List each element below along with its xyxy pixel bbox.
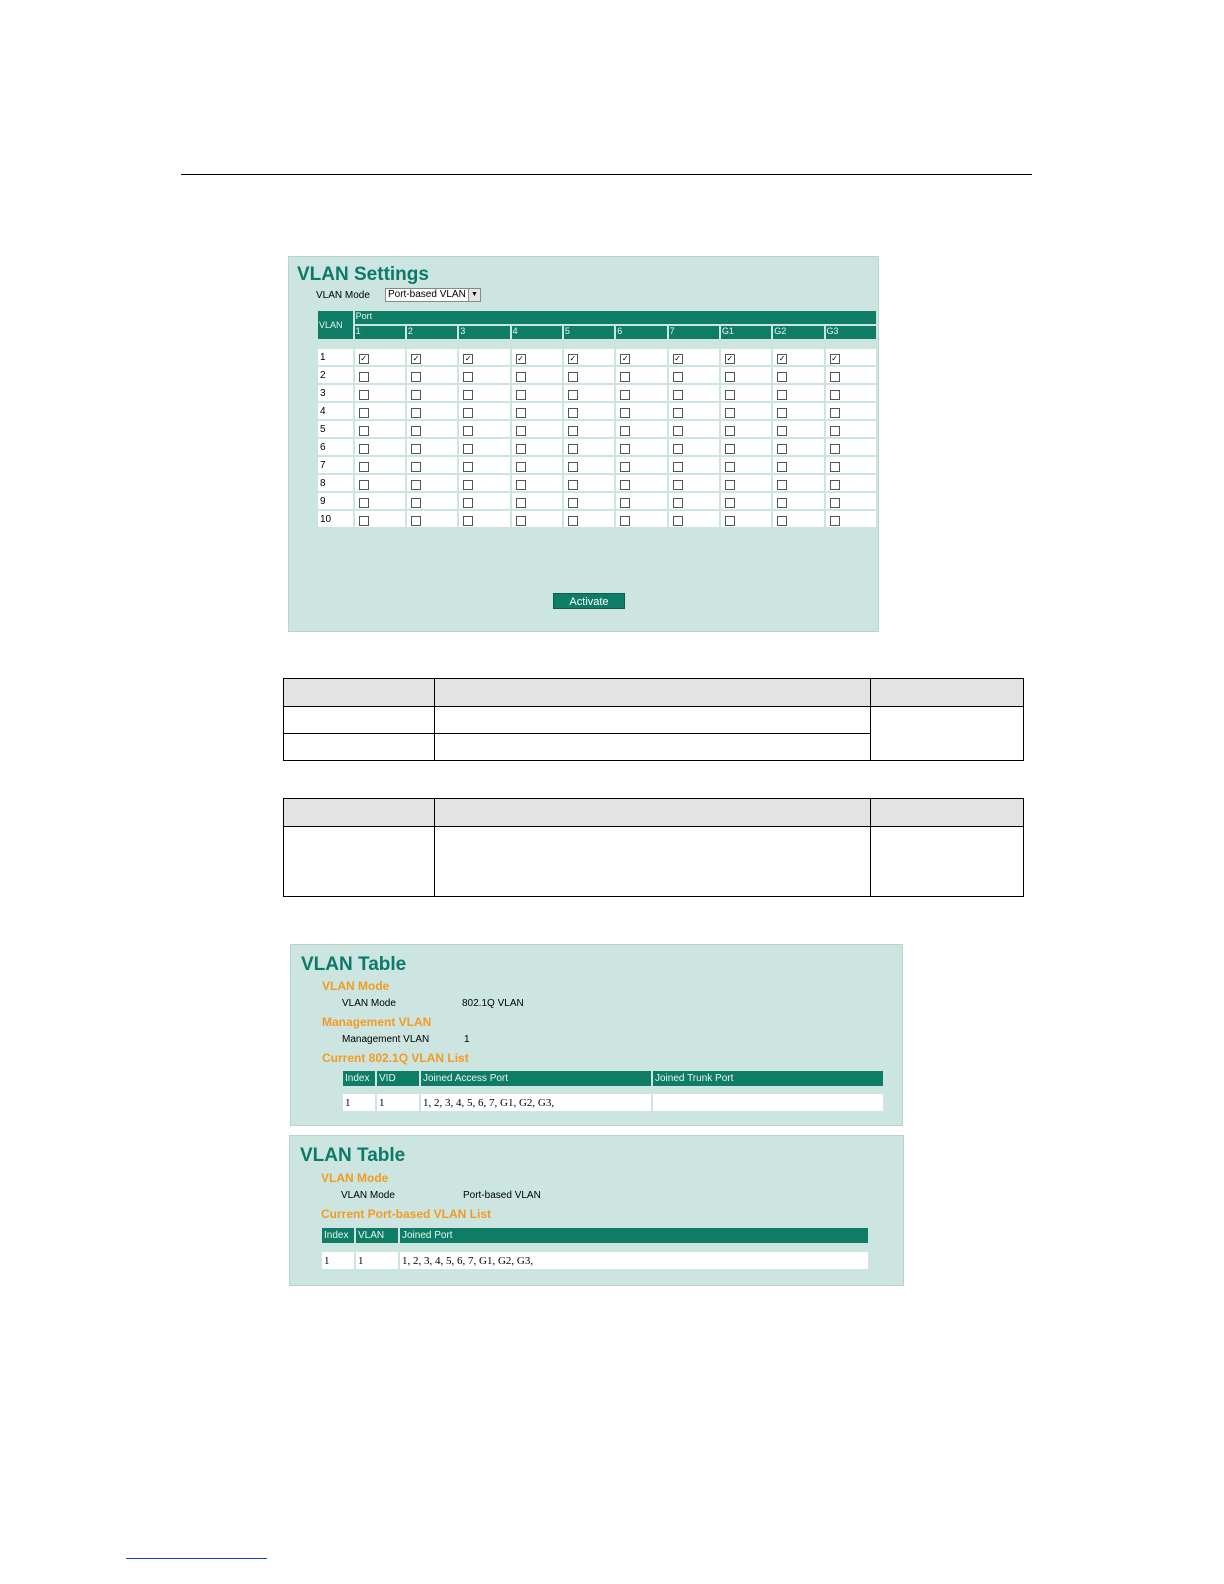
vlan-row xyxy=(318,457,876,473)
port-checkbox[interactable] xyxy=(673,390,683,400)
port-checkbox[interactable] xyxy=(673,462,683,472)
port-checkbox[interactable] xyxy=(411,462,421,472)
vlan-mode-value: 802.1Q VLAN xyxy=(462,998,524,1009)
vlan-port-cell xyxy=(512,475,562,491)
vlan-port-cell xyxy=(512,493,562,509)
port-checkbox[interactable] xyxy=(568,426,578,436)
vlan-port-cell xyxy=(721,385,771,401)
port-checkbox[interactable] xyxy=(777,390,787,400)
vlan-port-cell xyxy=(512,439,562,455)
port-header-3: 3 xyxy=(459,326,509,339)
vlan-port-cell xyxy=(773,421,823,437)
port-checkbox[interactable] xyxy=(673,480,683,490)
table-header-cell xyxy=(870,799,1023,827)
port-checkbox[interactable] xyxy=(830,498,840,508)
vlan-port-cell xyxy=(616,493,666,509)
port-checkbox[interactable] xyxy=(673,444,683,454)
port-checkbox[interactable]: ✓ xyxy=(569,353,577,363)
port-checkbox[interactable] xyxy=(725,480,735,490)
vlan-port-cell xyxy=(459,493,509,509)
port-checkbox[interactable] xyxy=(725,372,735,382)
vlan-port-cell xyxy=(669,511,719,527)
port-checkbox[interactable] xyxy=(359,480,369,490)
vlan-port-cell xyxy=(773,349,823,365)
port-checkbox[interactable] xyxy=(568,390,578,400)
vlan-port-cell xyxy=(459,475,509,491)
vlan-port-cell xyxy=(616,421,666,437)
vlan-port-cell xyxy=(616,403,666,419)
port-checkbox[interactable] xyxy=(516,516,526,526)
port-checkbox[interactable] xyxy=(463,372,473,382)
port-header-g1: G1 xyxy=(721,326,771,339)
management-vlan-label: Management VLAN xyxy=(342,1034,430,1045)
port-checkbox[interactable] xyxy=(725,516,735,526)
table-header-cell xyxy=(870,679,1023,707)
port-checkbox[interactable] xyxy=(620,426,630,436)
vlan-id-cell: 5 xyxy=(318,421,353,437)
port-checkbox[interactable] xyxy=(359,498,369,508)
vlan-port-cell xyxy=(459,439,509,455)
vlan-port-cell xyxy=(669,385,719,401)
vlan-port-cell xyxy=(616,475,666,491)
port-checkbox[interactable] xyxy=(830,390,840,400)
vlan-8021q-list-table xyxy=(341,1069,885,1113)
port-checkbox[interactable] xyxy=(463,516,473,526)
vlan-port-cell xyxy=(407,349,457,365)
port-checkbox[interactable] xyxy=(673,498,683,508)
table-header-cell xyxy=(435,799,871,827)
port-checkbox[interactable] xyxy=(568,462,578,472)
port-header-1: 1 xyxy=(355,326,405,339)
vlan-port-cell xyxy=(564,511,614,527)
port-checkbox[interactable] xyxy=(516,408,526,418)
port-checkbox[interactable] xyxy=(725,444,735,454)
port-checkbox[interactable] xyxy=(777,498,787,508)
port-checkbox[interactable] xyxy=(777,480,787,490)
chevron-down-icon[interactable]: ▼ xyxy=(468,289,480,301)
vlan-port-cell xyxy=(355,511,405,527)
vlan-row xyxy=(318,403,876,419)
port-checkbox[interactable] xyxy=(620,390,630,400)
table-row xyxy=(322,1252,868,1269)
vlan-port-cell xyxy=(459,349,509,365)
vlan-port-cell xyxy=(512,367,562,383)
port-checkbox[interactable] xyxy=(620,372,630,382)
vlan-port-cell xyxy=(721,439,771,455)
vlan-port-cell xyxy=(459,385,509,401)
cell-vid: 1 xyxy=(377,1094,419,1111)
port-checkbox[interactable] xyxy=(725,462,735,472)
port-checkbox[interactable] xyxy=(463,498,473,508)
vlan-port-cell xyxy=(721,367,771,383)
vlan-port-cell xyxy=(407,511,457,527)
column-header-joined-trunk-port: Joined Trunk Port xyxy=(653,1071,883,1086)
port-checkbox[interactable] xyxy=(359,372,369,382)
vlan-port-cell xyxy=(564,367,614,383)
port-checkbox[interactable] xyxy=(568,516,578,526)
vlan-row xyxy=(318,349,876,365)
table-cell xyxy=(284,734,435,761)
port-checkbox[interactable] xyxy=(725,426,735,436)
table-cell xyxy=(435,707,871,734)
port-checkbox[interactable] xyxy=(673,372,683,382)
vlan-port-cell xyxy=(407,439,457,455)
port-checkbox[interactable] xyxy=(620,444,630,454)
vlan-port-cell xyxy=(355,367,405,383)
header-rule xyxy=(181,174,1032,175)
table-cell xyxy=(870,707,1023,761)
table-cell xyxy=(284,827,435,897)
port-checkbox[interactable] xyxy=(830,426,840,436)
port-checkbox[interactable] xyxy=(516,444,526,454)
vlan-port-cell xyxy=(512,385,562,401)
port-checkbox[interactable] xyxy=(411,372,421,382)
table-cell xyxy=(435,734,871,761)
vlan-port-cell xyxy=(669,439,719,455)
port-checkbox[interactable]: ✓ xyxy=(726,353,734,363)
vlan-id-cell: 3 xyxy=(318,385,353,401)
table-row xyxy=(343,1094,883,1111)
cell-joined-access-port: 1, 2, 3, 4, 5, 6, 7, G1, G2, G3, xyxy=(421,1094,651,1111)
port-checkbox[interactable]: ✓ xyxy=(412,353,420,363)
port-checkbox[interactable] xyxy=(463,390,473,400)
vlan-port-cell xyxy=(669,367,719,383)
port-checkbox[interactable]: ✓ xyxy=(674,353,681,363)
port-header-5: 5 xyxy=(564,326,614,339)
port-checkbox[interactable] xyxy=(620,480,630,490)
vlan-port-cell xyxy=(721,349,771,365)
cell-joined-port: 1, 2, 3, 4, 5, 6, 7, G1, G2, G3, xyxy=(400,1252,868,1269)
vlan-table-port-based-panel xyxy=(289,1135,904,1286)
vlan-table-title: VLAN Table xyxy=(301,954,407,975)
port-checkbox[interactable] xyxy=(777,444,787,454)
vlan-row xyxy=(318,511,876,527)
port-checkbox[interactable] xyxy=(777,516,787,526)
vlan-port-cell xyxy=(512,349,562,365)
vlan-port-cell xyxy=(773,457,823,473)
vlan-port-cell xyxy=(773,511,823,527)
vlan-port-cell xyxy=(826,349,876,365)
vlan-port-cell xyxy=(773,385,823,401)
vlan-port-cell xyxy=(355,493,405,509)
vlan-row xyxy=(318,421,876,437)
port-checkbox[interactable] xyxy=(411,408,421,418)
vlan-port-cell xyxy=(512,511,562,527)
port-header-6: 6 xyxy=(616,326,666,339)
vlan-port-cell xyxy=(355,421,405,437)
port-checkbox[interactable] xyxy=(359,390,369,400)
vlan-port-cell xyxy=(669,493,719,509)
vlan-port-cell xyxy=(355,349,405,365)
activate-button[interactable]: Activate xyxy=(553,593,625,609)
vlan-port-cell xyxy=(512,421,562,437)
vlan-port-cell xyxy=(826,403,876,419)
vlan-port-cell xyxy=(564,403,614,419)
cell-joined-trunk-port xyxy=(653,1094,883,1111)
vlan-port-cell xyxy=(407,385,457,401)
port-checkbox[interactable] xyxy=(673,426,683,436)
port-checkbox[interactable] xyxy=(568,498,578,508)
table-cell xyxy=(284,707,435,734)
port-checkbox[interactable] xyxy=(777,372,787,382)
port-checkbox[interactable]: ✓ xyxy=(621,353,629,363)
vlan-id-cell: 6 xyxy=(318,439,353,455)
port-checkbox[interactable] xyxy=(620,516,630,526)
vlan-port-cell xyxy=(564,349,614,365)
port-checkbox[interactable] xyxy=(620,408,630,418)
vlan-port-cell xyxy=(773,475,823,491)
port-checkbox[interactable] xyxy=(411,444,421,454)
port-checkbox[interactable] xyxy=(620,462,630,472)
vlan-port-cell xyxy=(564,421,614,437)
vlan-port-cell xyxy=(407,493,457,509)
table-header-cell xyxy=(284,679,435,707)
port-checkbox[interactable] xyxy=(411,498,421,508)
section-current-port-based-list: Current Port-based VLAN List xyxy=(321,1207,492,1221)
port-checkbox[interactable] xyxy=(830,444,840,454)
port-checkbox[interactable] xyxy=(725,408,735,418)
vlan-port-cell xyxy=(459,403,509,419)
port-header-4: 4 xyxy=(512,326,562,339)
vlan-port-cell xyxy=(721,457,771,473)
vlan-table-8021q-panel xyxy=(290,944,903,1126)
port-checkbox[interactable] xyxy=(777,462,787,472)
vlan-port-cell xyxy=(721,493,771,509)
port-description-table xyxy=(283,798,1024,897)
vlan-port-cell xyxy=(826,439,876,455)
port-checkbox[interactable] xyxy=(359,408,369,418)
vlan-mode-select[interactable] xyxy=(385,288,481,302)
port-checkbox[interactable] xyxy=(359,462,369,472)
vlan-port-cell xyxy=(826,511,876,527)
vlan-port-cell xyxy=(669,475,719,491)
section-vlan-mode: VLAN Mode xyxy=(321,1171,389,1185)
port-checkbox[interactable] xyxy=(830,480,840,490)
vlan-port-cell xyxy=(773,493,823,509)
vlan-table-title: VLAN Table xyxy=(300,1145,406,1166)
vlan-port-cell xyxy=(355,475,405,491)
vlan-port-cell xyxy=(355,403,405,419)
vlan-row xyxy=(318,493,876,509)
section-current-8021q-list: Current 802.1Q VLAN List xyxy=(322,1051,469,1065)
vlan-port-cell xyxy=(355,385,405,401)
port-checkbox[interactable] xyxy=(359,444,369,454)
port-checkbox[interactable] xyxy=(568,480,578,490)
footer-link-underline[interactable] xyxy=(126,1558,267,1559)
vlan-id-cell: 4 xyxy=(318,403,353,419)
column-header-vid: VID xyxy=(377,1071,419,1086)
port-checkbox[interactable] xyxy=(463,480,473,490)
vlan-mode-label: VLAN Mode xyxy=(342,998,396,1009)
vlan-port-cell xyxy=(773,367,823,383)
port-checkbox[interactable] xyxy=(516,480,526,490)
vlan-port-cell xyxy=(773,439,823,455)
vlan-port-cell xyxy=(616,439,666,455)
port-checkbox[interactable] xyxy=(725,498,735,508)
port-checkbox[interactable] xyxy=(620,498,630,508)
cell-index: 1 xyxy=(343,1094,375,1111)
port-checkbox[interactable] xyxy=(830,372,840,382)
port-header-7: 7 xyxy=(669,326,719,339)
vlan-port-cell xyxy=(616,385,666,401)
port-checkbox[interactable] xyxy=(568,408,578,418)
vlan-id-cell: 9 xyxy=(318,493,353,509)
port-checkbox[interactable] xyxy=(516,426,526,436)
vlan-port-cell xyxy=(669,403,719,419)
vlan-row xyxy=(318,385,876,401)
vlan-settings-title: VLAN Settings xyxy=(297,264,429,285)
vlan-port-cell xyxy=(564,439,614,455)
vlan-column-header: VLAN xyxy=(318,311,353,339)
port-checkbox[interactable] xyxy=(516,372,526,382)
table-header-cell xyxy=(435,679,871,707)
vlan-id-cell: 8 xyxy=(318,475,353,491)
port-header-g3: G3 xyxy=(826,326,876,339)
vlan-port-cell xyxy=(826,421,876,437)
vlan-port-cell xyxy=(721,475,771,491)
port-checkbox[interactable] xyxy=(777,426,787,436)
vlan-port-cell xyxy=(407,367,457,383)
vlan-port-cell xyxy=(616,349,666,365)
vlan-port-cell xyxy=(721,403,771,419)
vlan-row xyxy=(318,475,876,491)
column-header-joined-port: Joined Port xyxy=(400,1228,868,1243)
vlan-port-cell xyxy=(512,403,562,419)
port-checkbox[interactable] xyxy=(516,498,526,508)
port-column-header: Port xyxy=(355,311,876,324)
port-checkbox[interactable] xyxy=(463,462,473,472)
vlan-port-cell xyxy=(407,421,457,437)
port-checkbox[interactable]: ✓ xyxy=(778,353,786,363)
vlan-port-cell xyxy=(564,457,614,473)
vlan-port-grid xyxy=(316,309,878,529)
vlan-id-cell: 1 xyxy=(318,349,353,365)
port-checkbox[interactable] xyxy=(411,480,421,490)
cell-vlan: 1 xyxy=(356,1252,398,1269)
vlan-row xyxy=(318,367,876,383)
vlan-mode-label: VLAN Mode xyxy=(341,1190,395,1201)
port-checkbox[interactable] xyxy=(411,516,421,526)
port-checkbox[interactable]: ✓ xyxy=(517,353,524,363)
cell-index: 1 xyxy=(322,1252,354,1269)
vlan-id-cell: 7 xyxy=(318,457,353,473)
port-checkbox[interactable] xyxy=(777,408,787,418)
port-checkbox[interactable] xyxy=(673,516,683,526)
vlan-port-cell xyxy=(564,475,614,491)
port-checkbox[interactable] xyxy=(830,408,840,418)
vlan-port-cell xyxy=(355,457,405,473)
vlan-port-cell xyxy=(669,349,719,365)
port-checkbox[interactable] xyxy=(568,372,578,382)
port-checkbox[interactable] xyxy=(411,390,421,400)
port-checkbox[interactable] xyxy=(725,390,735,400)
vlan-port-cell xyxy=(826,385,876,401)
port-checkbox[interactable] xyxy=(568,444,578,454)
section-management-vlan: Management VLAN xyxy=(322,1015,432,1029)
column-header-index: Index xyxy=(343,1071,375,1086)
vlan-port-cell xyxy=(773,403,823,419)
port-checkbox[interactable] xyxy=(516,390,526,400)
vlan-port-cell xyxy=(721,511,771,527)
vlan-port-cell xyxy=(669,457,719,473)
vlan-port-cell xyxy=(459,367,509,383)
vlan-mode-label: VLAN Mode xyxy=(316,290,370,301)
port-checkbox[interactable]: ✓ xyxy=(360,353,367,363)
vlan-port-cell xyxy=(826,475,876,491)
port-checkbox[interactable] xyxy=(359,426,369,436)
management-vlan-value: 1 xyxy=(464,1034,470,1045)
table-cell xyxy=(435,827,871,897)
vlan-settings-panel xyxy=(288,256,879,632)
port-checkbox[interactable] xyxy=(411,426,421,436)
vlan-mode-select-value: Port-based VLAN xyxy=(388,289,466,300)
vlan-port-cell xyxy=(826,457,876,473)
vlan-port-cell xyxy=(407,457,457,473)
port-header-2: 2 xyxy=(407,326,457,339)
vlan-mode-value: Port-based VLAN xyxy=(463,1190,541,1201)
vlan-port-cell xyxy=(512,457,562,473)
vlan-port-cell xyxy=(616,511,666,527)
vlan-port-cell xyxy=(407,475,457,491)
vlan-port-cell xyxy=(459,511,509,527)
vlan-port-cell xyxy=(459,457,509,473)
column-header-index: Index xyxy=(322,1228,354,1243)
vlan-port-cell xyxy=(564,385,614,401)
vlan-id-cell: 2 xyxy=(318,367,353,383)
vlan-port-cell xyxy=(826,367,876,383)
vlan-id-cell: 10 xyxy=(318,511,353,527)
vlan-port-cell xyxy=(459,421,509,437)
vlan-port-cell xyxy=(616,367,666,383)
port-checkbox[interactable] xyxy=(673,408,683,418)
table-cell xyxy=(870,827,1023,897)
vlan-port-cell xyxy=(407,403,457,419)
vlan-port-cell xyxy=(564,493,614,509)
vlan-port-cell xyxy=(669,421,719,437)
vlan-port-cell xyxy=(616,457,666,473)
port-checkbox[interactable] xyxy=(463,408,473,418)
vlan-row xyxy=(318,439,876,455)
port-checkbox[interactable] xyxy=(830,516,840,526)
port-checkbox[interactable] xyxy=(516,462,526,472)
port-checkbox[interactable] xyxy=(830,462,840,472)
mode-description-table xyxy=(283,678,1024,761)
vlan-port-cell xyxy=(826,493,876,509)
port-checkbox[interactable] xyxy=(463,444,473,454)
section-vlan-mode: VLAN Mode xyxy=(322,979,390,993)
port-checkbox[interactable] xyxy=(359,516,369,526)
port-checkbox[interactable]: ✓ xyxy=(831,353,838,363)
port-checkbox[interactable]: ✓ xyxy=(464,353,472,363)
column-header-joined-access-port: Joined Access Port xyxy=(421,1071,651,1086)
port-based-list-table xyxy=(320,1226,870,1271)
vlan-port-cell xyxy=(721,421,771,437)
table-header-cell xyxy=(284,799,435,827)
port-header-g2: G2 xyxy=(773,326,823,339)
column-header-vlan: VLAN xyxy=(356,1228,398,1243)
port-checkbox[interactable] xyxy=(463,426,473,436)
vlan-port-cell xyxy=(355,439,405,455)
